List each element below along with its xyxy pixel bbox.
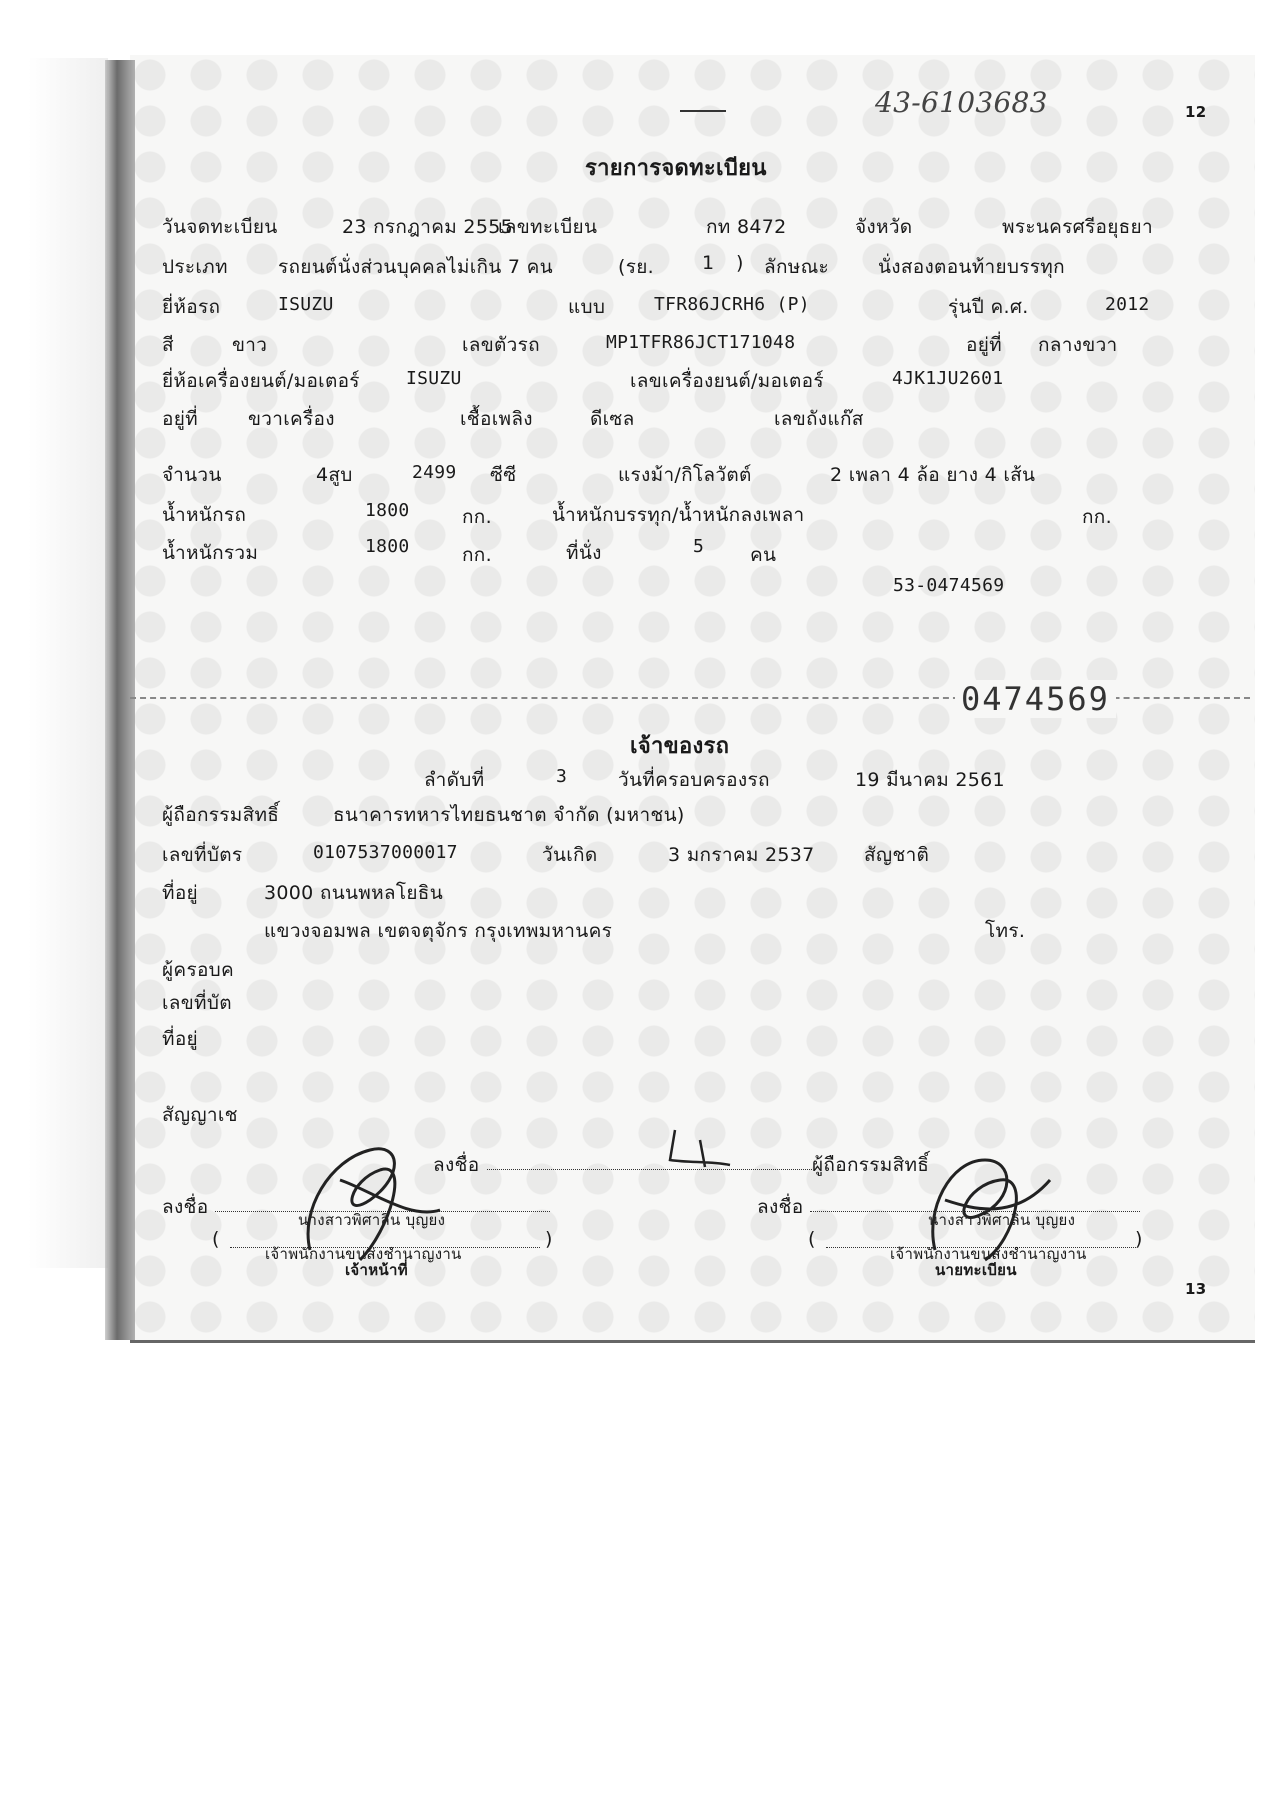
nationality-label: สัญชาติ [864,844,930,866]
reg-date-label: วันจดทะเบียน [162,216,278,238]
fuel: ดีเซล [590,408,635,430]
chassis-label: เลขตัวรถ [462,334,540,356]
address-line-1: 3000 ถนนพหลโยธิน [264,882,443,904]
code-open: (รย. [618,256,654,278]
gas-tank-label: เลขถังแก๊ส [774,408,864,430]
engine-cc: 2499 [412,462,457,483]
page-number-top: 12 [1185,103,1207,121]
load-unit: กก. [1082,506,1112,528]
birth-label: วันเกิด [542,844,598,866]
holder-sign-label: ลงชื่อ [433,1154,480,1176]
stamp-number: 0474569 [955,680,1116,718]
horsepower-label: แรงม้า/กิโลวัตต์ [618,464,752,486]
cylinders: 4สูบ [316,464,353,486]
engine-number-label: เลขเครื่องยนต์/มอเตอร์ [630,370,824,392]
engine-location: ขวาเครื่อง [248,408,335,430]
weight-unit: กก. [462,506,492,528]
gross-weight-label: น้ำหนักรวม [162,542,259,564]
vehicle-code: 1 [702,252,715,274]
left-paren-close: ) [545,1228,553,1250]
province-label: จังหวัด [855,216,913,238]
chassis-location: กลางขวา [1038,334,1118,356]
id-number: 0107537000017 [313,842,458,863]
load-label: น้ำหนักบรรทุก/น้ำหนักลงเพลา [552,504,805,526]
section-title-registration: รายการจดทะเบียน [585,155,767,181]
id-label: เลขที่บัตร [162,844,243,866]
right-paren-open: ( [808,1228,816,1250]
tel-label: โทร. [985,920,1026,942]
seats-unit: คน [750,544,777,566]
holder-signature [660,1125,740,1175]
gross-weight: 1800 [365,536,410,557]
color-label: สี [162,334,174,356]
address2-label: ที่อยู่ [162,1028,198,1050]
code-close: ) [736,252,744,274]
chassis-location-label: อยู่ที่ [966,334,1002,356]
seats-label: ที่นั่ง [566,542,602,564]
year-label: รุ่นปี ค.ศ. [948,296,1029,318]
province: พระนครศรีอยุธยา [1002,216,1153,238]
left-signature [290,1120,450,1280]
model: TFR86JCRH6 (P) [654,294,810,315]
address-line-2: แขวงจอมพล เขตจตุจักร กรุงเทพมหานคร [264,920,613,942]
axles: 2 เพลา 4 ล้อ ยาง 4 เส้น [830,464,1036,486]
page-shadow [105,60,135,1340]
engine-brand: ISUZU [406,368,462,389]
right-official-role: นายทะเบียน [935,1261,1017,1279]
holder-sign-caption: ผู้ถือกรรมสิทธิ์ [812,1154,930,1176]
birth-date: 3 มกราคม 2537 [668,844,815,866]
scanner-edge [28,58,108,1268]
id2-label: เลขที่บัต [162,992,232,1014]
right-signature [905,1140,1055,1270]
seats: 5 [693,536,705,557]
left-paren-open: ( [212,1228,220,1250]
style-label: ลักษณะ [764,256,830,278]
reg-date: 23 กรกฎาคม 2555 [342,216,513,238]
holder-name: ธนาคารทหารไทยธนชาต จำกัด (มหาชน) [333,804,685,826]
possession-date-label: วันที่ครอบครองรถ [618,769,770,791]
left-official-role: เจ้าหน้าที่ [345,1261,408,1279]
order-label: ลำดับที่ [424,769,485,791]
color: ขาว [232,334,268,356]
engine-location-label: อยู่ที่ [162,408,198,430]
possession-date: 19 มีนาคม 2561 [855,769,1005,791]
engine-number: 4JK1JU2601 [892,368,1004,389]
vehicle-type: รถยนต์นั่งส่วนบุคคลไม่เกิน 7 คน [278,256,553,278]
possessor-label: ผู้ครอบค [162,959,235,981]
left-official-name: นางสาวพิศาลิน บุญยง [298,1211,446,1229]
right-official-name: นางสาวพิศาลิน บุญยง [928,1211,1076,1229]
page-number-bottom: 13 [1185,1280,1207,1298]
holder-sign-line [487,1168,812,1170]
weight-label: น้ำหนักรถ [162,504,247,526]
model-label: แบบ [568,296,606,318]
model-year: 2012 [1105,294,1150,315]
type-label: ประเภท [162,256,228,278]
handwritten-id: 43-6103683 [875,86,1048,119]
fuel-label: เชื้อเพลิง [460,408,533,430]
chassis-number: MP1TFR86JCT171048 [606,332,796,353]
right-paren-close: ) [1135,1228,1143,1250]
holder-label: ผู้ถือกรรมสิทธิ์ [162,804,280,826]
reference-number: 53-0474569 [893,575,1005,596]
cc-unit: ซีซี [490,464,517,486]
left-official-title: เจ้าพนักงานขนส่งชำนาญงาน [265,1245,462,1263]
address-label: ที่อยู่ [162,882,198,904]
brand-label: ยี่ห้อรถ [162,296,221,318]
section-title-owner: เจ้าของรถ [630,733,730,759]
brand: ISUZU [278,294,334,315]
vehicle-weight: 1800 [365,500,410,521]
order-number: 3 [556,766,568,787]
right-sign-label: ลงชื่อ [757,1196,804,1218]
plate: กท 8472 [706,216,787,238]
vehicle-style: นั่งสองตอนท้ายบรรทุก [878,256,1065,278]
contract-label: สัญญาเช [162,1104,238,1126]
right-official-title: เจ้าพนักงานขนส่งชำนาญงาน [890,1245,1087,1263]
plate-label: เลขทะเบียน [498,216,598,238]
gross-weight-unit: กก. [462,544,492,566]
engine-brand-label: ยี่ห้อเครื่องยนต์/มอเตอร์ [162,370,360,392]
left-sign-label: ลงชื่อ [162,1196,209,1218]
title-mark [680,110,726,112]
count-label: จำนวน [162,464,222,486]
